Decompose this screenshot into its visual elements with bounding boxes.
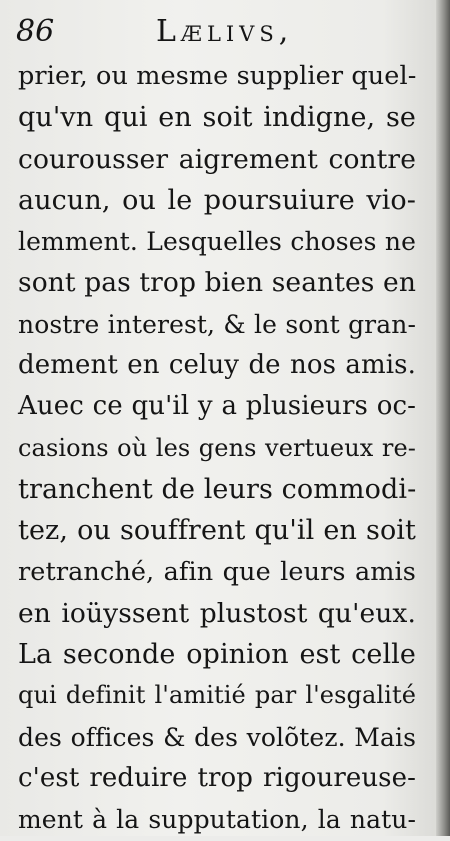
text-line: tranchent de leurs commodi-: [18, 473, 417, 505]
text-line: des offices & des volõtez. Mais: [18, 722, 416, 752]
text-line: retranché, afin que leurs amis: [18, 556, 416, 587]
text-line: Auec ce qu'il y a plusieurs oc-: [18, 391, 416, 422]
text-line: casions où les gens vertueux re-: [18, 433, 416, 462]
text-line: sont pas trop bien seantes en: [18, 267, 416, 299]
book-gutter-shadow: [436, 0, 450, 836]
text-line: ment à la supputation, la natu-: [18, 805, 416, 835]
text-line: tez, ou souffrent qu'il en soit: [18, 515, 416, 547]
text-line: prier, ou mesme supplier quel-: [18, 61, 417, 91]
page-number: 86: [16, 14, 55, 49]
page-header: [16, 10, 416, 54]
text-line: courousser aigrement contre: [18, 143, 416, 175]
text-line: qu'vn qui en soit indigne, se: [18, 102, 416, 134]
text-line: lemment. Lesquelles choses ne: [18, 227, 416, 257]
running-head: Lælivs,: [156, 14, 294, 49]
text-line: nostre interest, & le sont gran-: [18, 309, 416, 339]
text-line: aucun, ou le poursuiure vio-: [18, 184, 416, 216]
text-line: dement en celuy de nos amis.: [18, 350, 416, 381]
text-line: qui definit l'amitié par l'esgalité: [18, 681, 416, 710]
body-text: [18, 56, 416, 841]
text-line: en ioüyssent plustost qu'eux.: [18, 597, 416, 629]
text-line: La seconde opinion est celle: [18, 639, 416, 671]
text-line: c'est reduire trop rigoureuse-: [18, 763, 416, 794]
